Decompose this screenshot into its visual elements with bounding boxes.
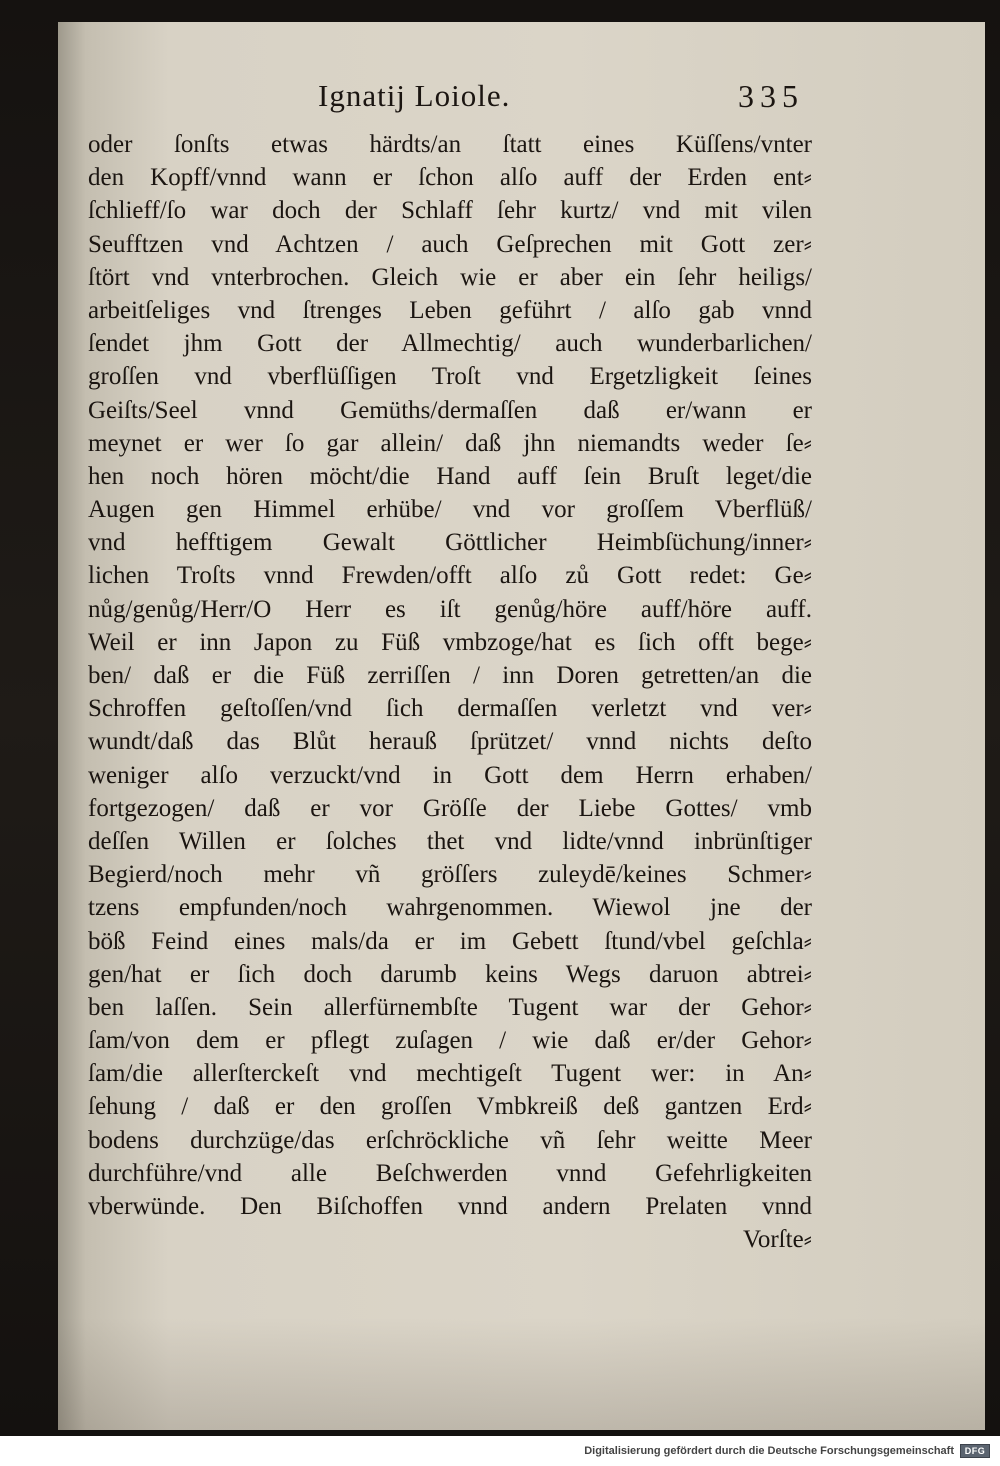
footer-bar bbox=[0, 1436, 1000, 1466]
text-line: ſam/die allerſterckeſt vnd mechtigeſt Tugent wer: in An⸗ bbox=[88, 1060, 812, 1088]
text-line: Augen gen Himmel erhübe/ vnd vor groſſem Vberflüß/ bbox=[88, 496, 812, 524]
text-line: Weil er inn Japon zu Füß vmbzoge/hat es ſich offt bege⸗ bbox=[88, 628, 812, 656]
text-line: ben laſſen. Sein allerfürnembſte Tugent war der Gehor⸗ bbox=[88, 993, 812, 1021]
dfg-logo-icon: DFG bbox=[960, 1444, 990, 1458]
funding-credit: Digitalisierung gefördert durch die Deutsche Forschungsgemeinschaft bbox=[584, 1445, 954, 1457]
text-line: gen/hat er ſich doch darumb keins Wegs daruon abtrei⸗ bbox=[88, 960, 812, 988]
text-line: den Kopff/vnnd wann er ſchon alſo auff der Erden ent⸗ bbox=[88, 164, 812, 192]
text-line: Schroffen geſtoſſen/vnd ſich dermaſſen verletzt vnd ver⸗ bbox=[88, 695, 812, 723]
running-head: Ignatij Loiole. bbox=[318, 78, 511, 113]
text-line: wundt/daß das Blůt herauß ſprützet/ vnnd nichts deſto bbox=[88, 728, 812, 756]
text-line: oder ſonſts etwas härdts/an ſtatt eines Küſſens/vnter bbox=[88, 131, 812, 158]
text-line: ſchlieff/ſo war doch der Schlaff ſehr kurtz/ vnd mit vilen bbox=[88, 197, 812, 225]
book-page bbox=[58, 22, 985, 1430]
text-line: ſtört vnd vnterbrochen. Gleich wie er aber ein ſehr heiligs/ bbox=[88, 263, 812, 291]
text-line: Begierd/noch mehr vñ gröſſers zuleydē/keines Schmer⸗ bbox=[88, 861, 812, 889]
text-line: ſam/von dem er pflegt zuſagen / wie daß er/der Gehor⸗ bbox=[88, 1027, 812, 1055]
text-line: hen noch hören möcht/die Hand auff ſein Bruſt leget/die bbox=[88, 462, 812, 490]
catchword: Vorſte⸗ bbox=[743, 1226, 812, 1254]
text-block bbox=[88, 128, 812, 1256]
text-line: vberwünde. Den Biſchoffen vnnd andern Prelaten vnnd bbox=[88, 1193, 812, 1220]
text-line: durchführe/vnd alle Beſchwerden vnnd Gefehrligkeiten bbox=[88, 1159, 812, 1187]
text-line: deſſen Willen er ſolches thet vnd lidte/vnnd inbrünſtiger bbox=[88, 827, 812, 855]
text-line: Seufftzen vnd Achtzen / auch Geſprechen mit Gott zer⸗ bbox=[88, 230, 812, 258]
text-line: bodens durchzüge/das erſchröckliche vñ ſehr weitte Meer bbox=[88, 1126, 812, 1154]
page-number: 335 bbox=[738, 78, 804, 114]
text-line: Geiſts/Seel vnnd Gemüths/dermaſſen daß er/wann er bbox=[88, 396, 812, 424]
text-line: ſehung / daß er den groſſen Vmbkreiß deß gantzen Erd⸗ bbox=[88, 1093, 812, 1121]
text-line: arbeitſeliges vnd ſtrenges Leben geführt / alſo gab vnnd bbox=[88, 296, 812, 324]
text-line: ben/ daß er die Füß zerriſſen / inn Doren getretten/an die bbox=[88, 662, 812, 689]
text-line: groſſen vnd vberflüſſigen Troſt vnd Ergetzligkeit ſeines bbox=[88, 363, 812, 391]
text-line: meynet er wer ſo gar allein/ daß jhn niemandts weder ſe⸗ bbox=[88, 429, 812, 457]
text-line: vnd hefftigem Gewalt Göttlicher Heimbſüchung/inner⸗ bbox=[88, 529, 812, 557]
text-line: fortgezogen/ daß er vor Gröſſe der Liebe Gottes/ vmb bbox=[88, 794, 812, 822]
text-line: böß Feind eines mals/da er im Gebett ſtund/vbel geſchla⸗ bbox=[88, 927, 812, 955]
text-line: lichen Troſts vnnd Frewden/offt alſo zů Gott redet: Ge⸗ bbox=[88, 562, 812, 590]
text-line: nůg/genůg/Herr/O Herr es iſt genůg/höre auff/höre auff. bbox=[88, 595, 812, 623]
text-line: tzens empfunden/noch wahrgenommen. Wiewol jne der bbox=[88, 894, 812, 922]
text-line: ſendet jhm Gott der Allmechtig/ auch wunderbarlichen/ bbox=[88, 330, 812, 358]
text-line: weniger alſo verzuckt/vnd in Gott dem Herrn erhaben/ bbox=[88, 761, 812, 789]
